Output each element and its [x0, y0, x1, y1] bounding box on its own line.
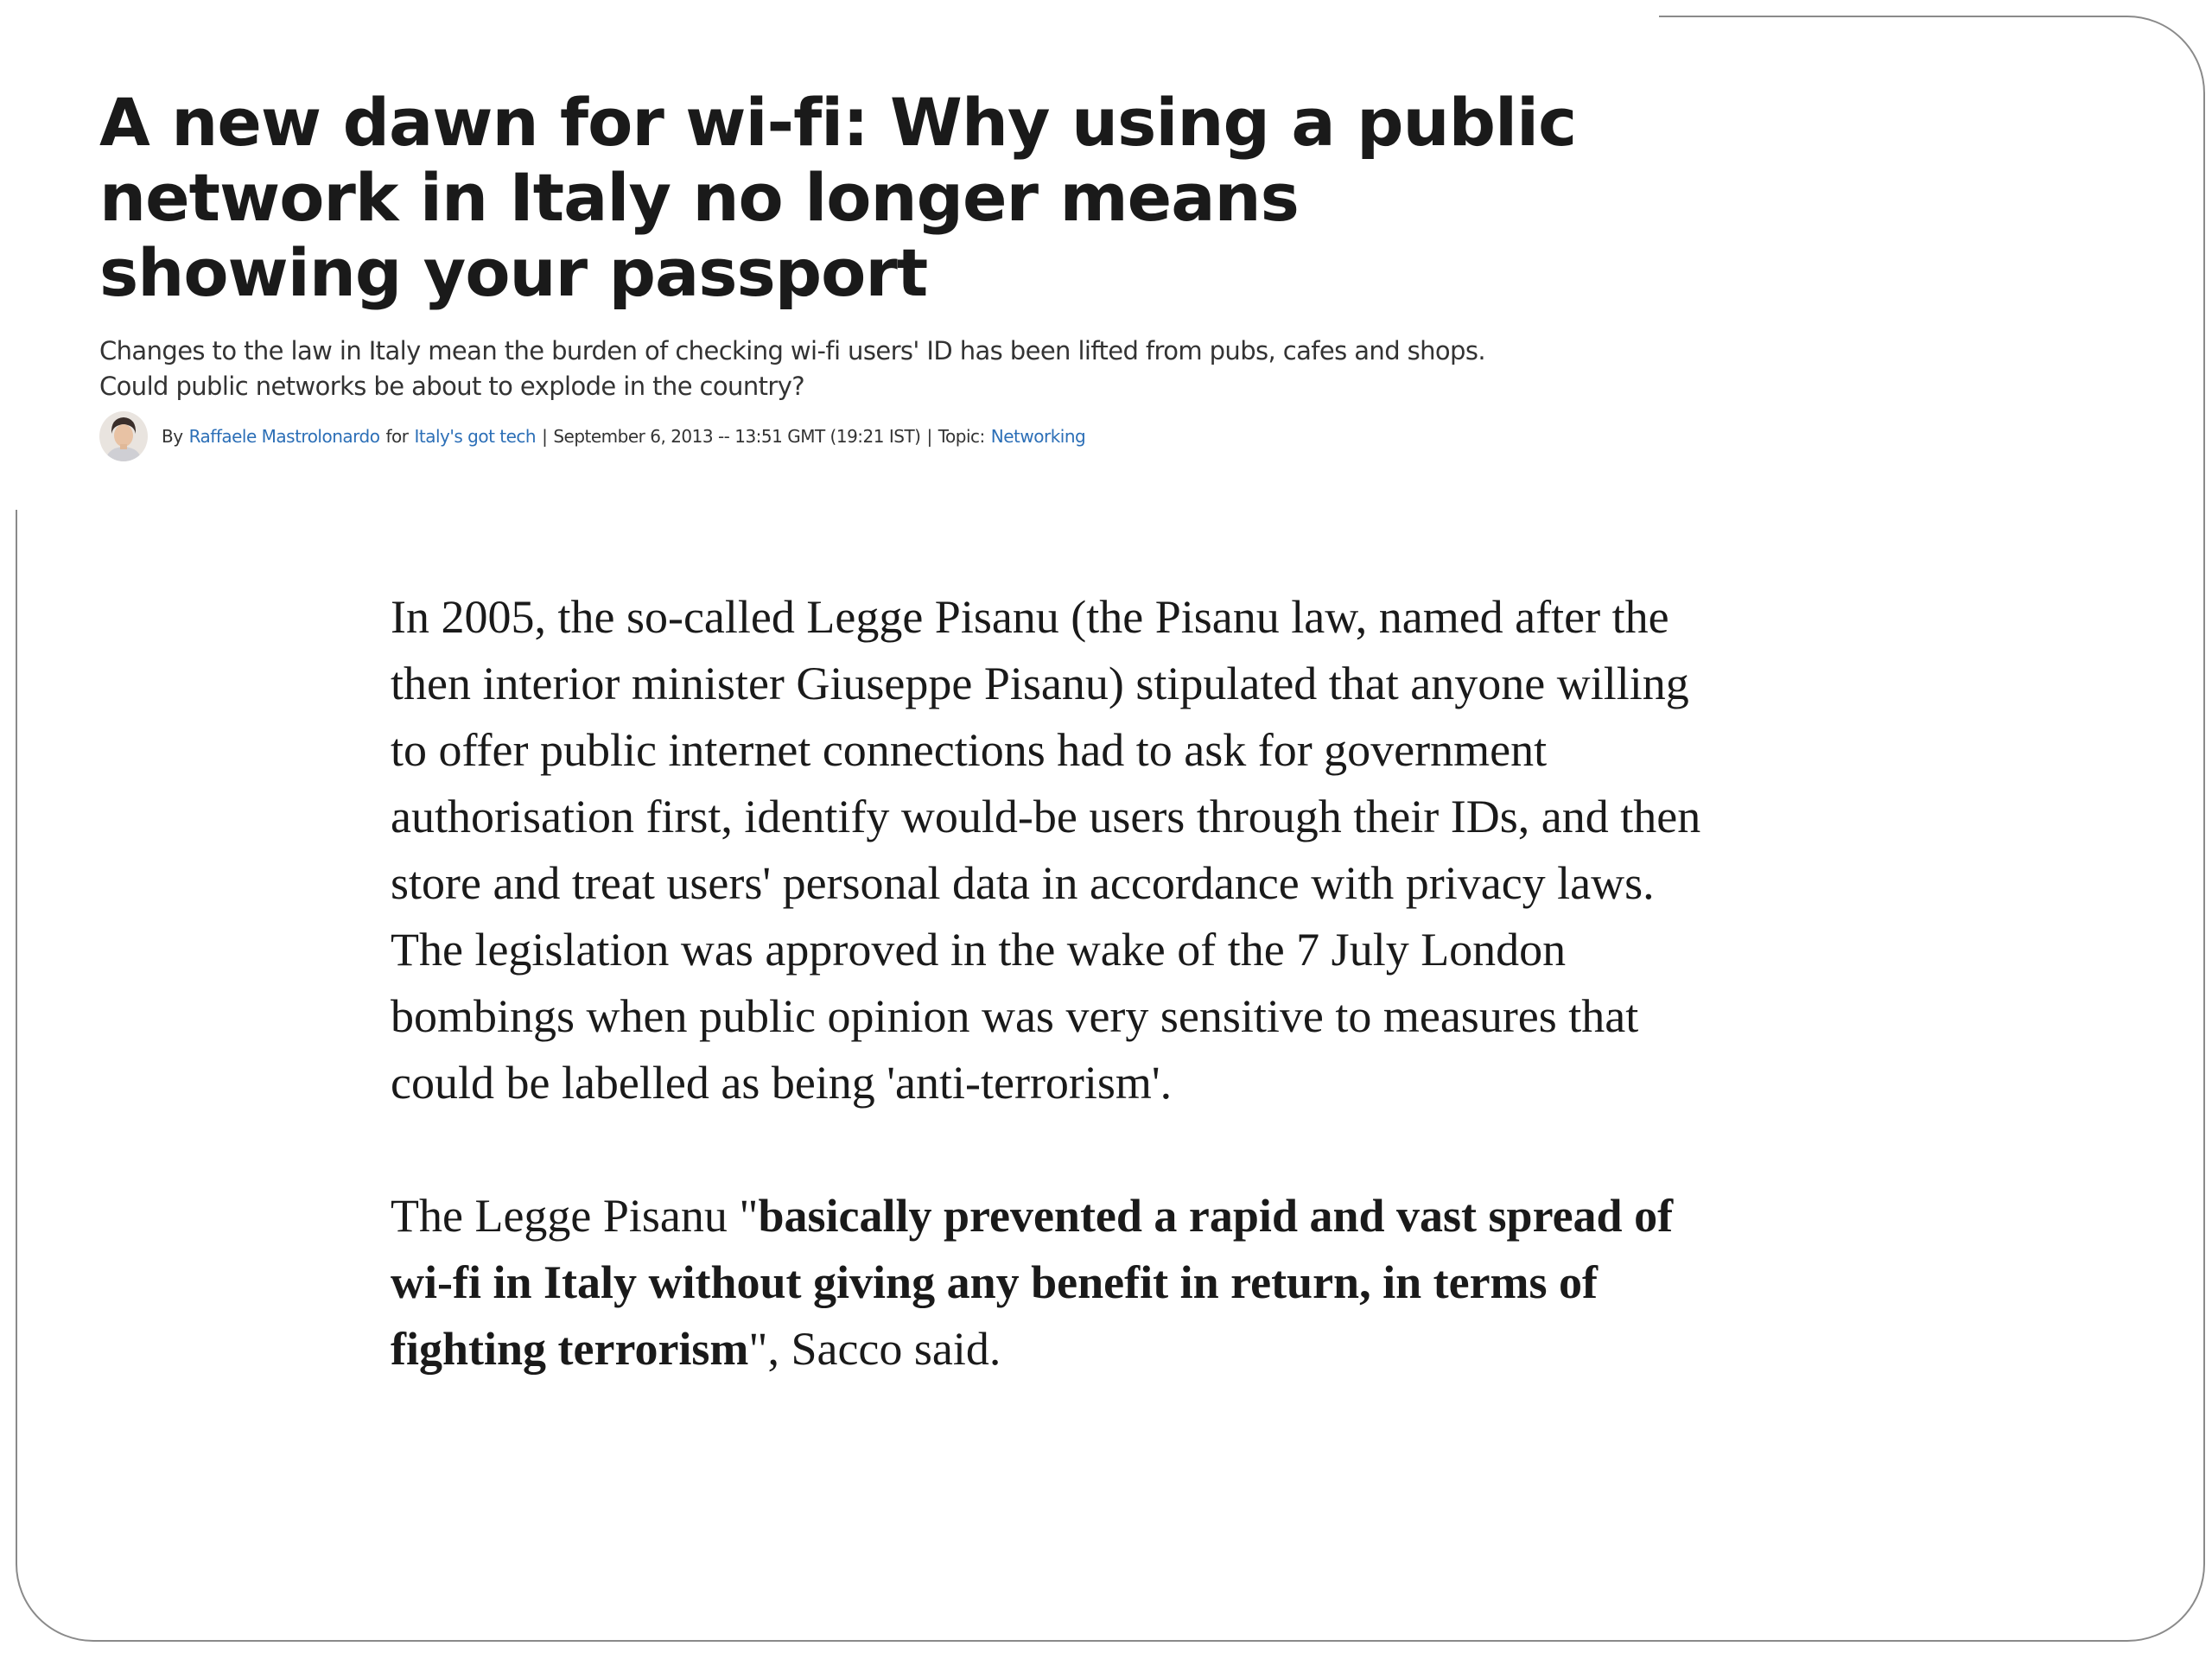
- body-paragraph-1: In 2005, the so-called Legge Pisanu (the Pisanu law, named after the then interior minister Giuseppe Pisanu) stipulated that anyone willing to offer public internet connections had to ask for government authorisation first, identify would-be users through their IDs, and then store and treat users' personal data in accordance with privacy laws. The legislation was approved in the wake of the 7 July London bombings when public opinion was very sensitive to measures that could be labelled as being 'anti-terrorism'.: [391, 591, 1701, 1109]
- byline-separator: |: [926, 426, 932, 447]
- article-headline: A new dawn for wi-fi: Why using a public network in Italy no longer means showing your passport: [99, 84, 1577, 311]
- quote-tail: ", Sacco said.: [748, 1323, 1001, 1375]
- byline-by-prefix: By: [162, 426, 183, 447]
- byline-for-word: for: [385, 426, 409, 447]
- article-standfirst: Changes to the law in Italy mean the burden of checking wi-fi users' ID has been lifted from pubs, cafes and shops. Could public networks be about to explode in the country?: [99, 336, 1485, 401]
- slide-body-text: [391, 584, 1713, 1382]
- quote-lead: The Legge Pisanu ": [391, 1190, 759, 1242]
- article-date: September 6, 2013 -- 13:51 GMT (19:21 IST): [553, 426, 921, 447]
- byline-separator: |: [542, 426, 548, 447]
- quote-bold: basically prevented a rapid and vast spread of wi-fi in Italy without giving any benefit in return, in terms of fighting terrorism: [391, 1190, 1674, 1375]
- body-paragraph-2: [391, 1183, 1713, 1382]
- topic-prefix: Topic:: [938, 426, 985, 447]
- article-header-screenshot: [0, 0, 1659, 510]
- author-avatar[interactable]: [99, 411, 148, 461]
- byline: [99, 410, 1085, 463]
- author-link[interactable]: Raffaele Mastrolonardo: [188, 426, 380, 447]
- blog-link[interactable]: Italy's got tech: [414, 426, 537, 447]
- topic-link[interactable]: Networking: [990, 426, 1086, 447]
